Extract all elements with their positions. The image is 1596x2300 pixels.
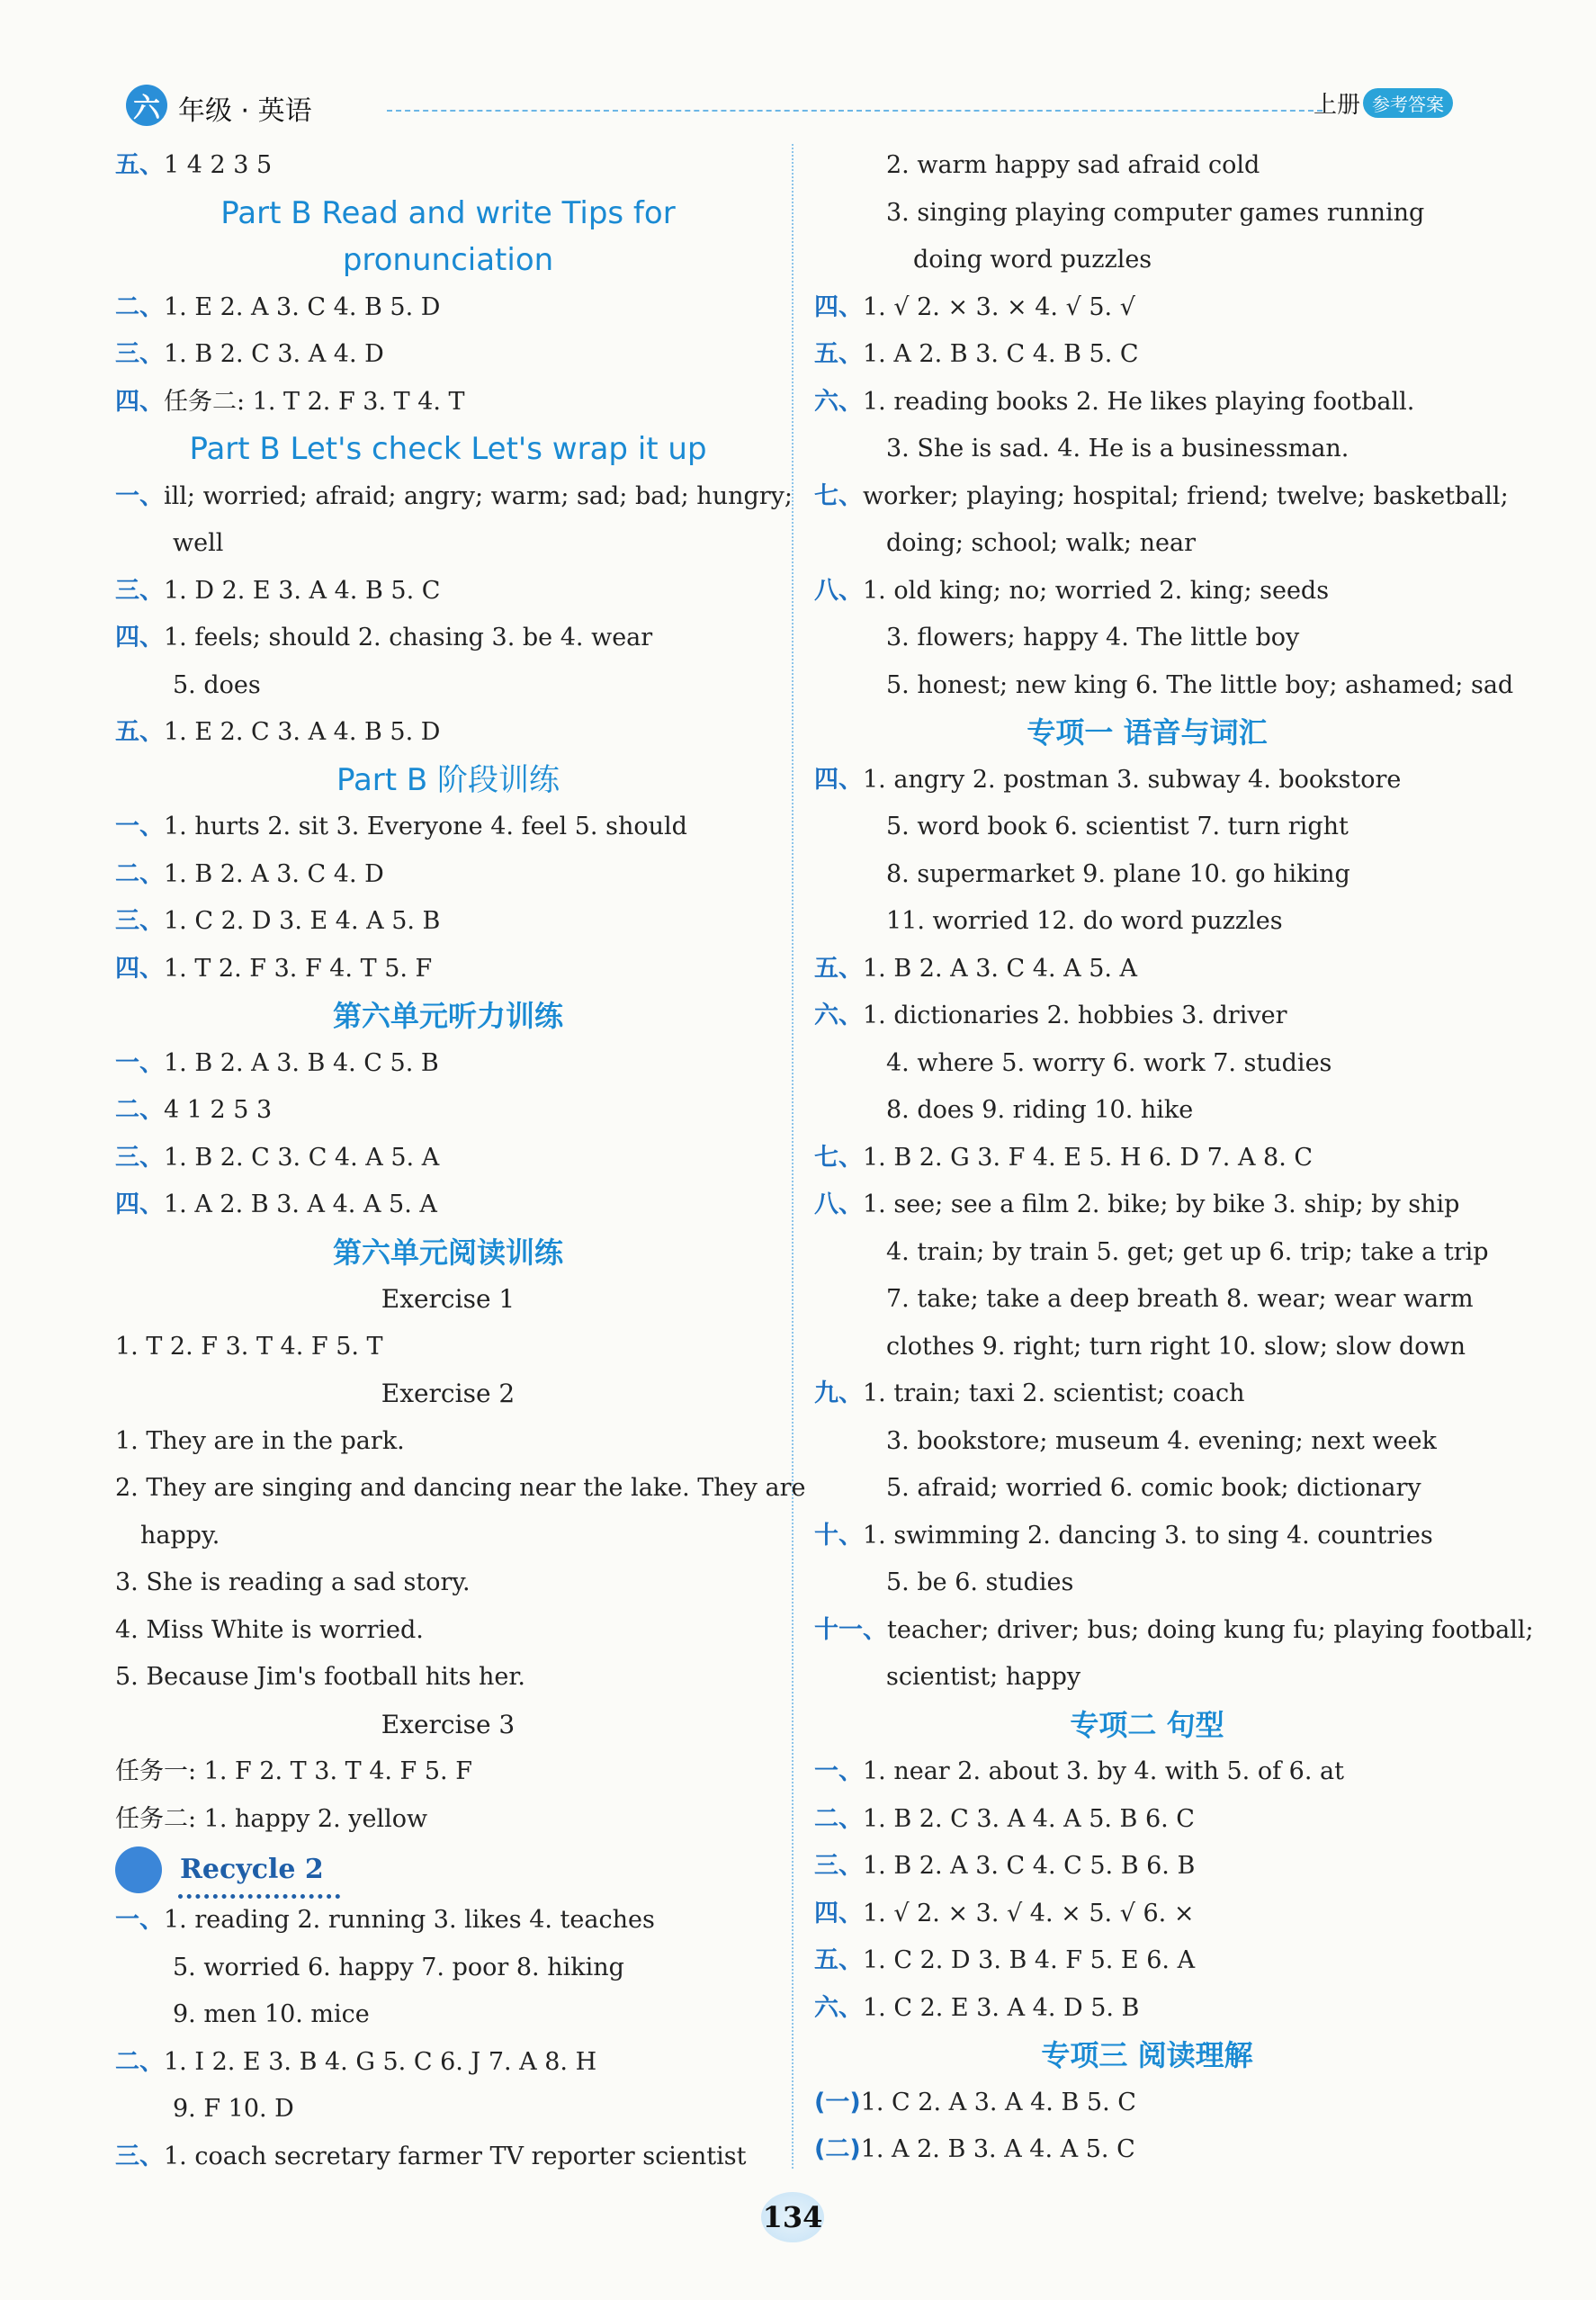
answer-line: 一、1. near 2. about 3. by 4. with 5. of 6. at xyxy=(814,1757,1344,1785)
answer-line: 5. honest; new king 6. The little boy; ashamed; sad xyxy=(886,670,1514,699)
answer-line: 四、1. T 2. F 3. F 4. T 5. F xyxy=(115,954,433,983)
answer-line: 五、1. C 2. D 3. B 4. F 5. E 6. A xyxy=(814,1946,1196,1974)
answer-line: 三、1. B 2. C 3. A 4. D xyxy=(115,340,384,368)
answer-line: 2. They are singing and dancing near the lake. They are xyxy=(115,1474,806,1502)
answer-line: 四、1. angry 2. postman 3. subway 4. bookstore xyxy=(814,765,1402,794)
answer-line: doing word puzzles xyxy=(913,246,1152,274)
answer-line: 三、1. C 2. D 3. E 4. A 5. B xyxy=(115,907,441,935)
answer-line: 任务一: 1. F 2. T 3. T 4. F 5. F xyxy=(115,1757,472,1785)
answer-line: 4. Miss White is worried. xyxy=(115,1615,424,1644)
answer-line: 5. does xyxy=(173,670,261,699)
section-title: pronunciation xyxy=(342,242,554,278)
answer-line: happy. xyxy=(140,1521,220,1550)
answer-line: (一)1. C 2. A 3. A 4. B 5. C xyxy=(814,2088,1136,2116)
answer-line: 八、1. see; see a film 2. bike; by bike 3. ship; by ship xyxy=(814,1190,1460,1218)
right-column xyxy=(814,142,1534,2174)
answer-line: 五、1. B 2. A 3. C 4. A 5. A xyxy=(814,954,1138,983)
answer-line: 五、1. A 2. B 3. C 4. B 5. C xyxy=(814,340,1139,368)
answer-line: 三、1. B 2. C 3. C 4. A 5. A xyxy=(115,1143,440,1172)
answer-line: 3. flowers; happy 4. The little boy xyxy=(886,624,1300,651)
header-rule xyxy=(387,110,1323,112)
answer-line: 六、1. C 2. E 3. A 4. D 5. B xyxy=(814,1993,1140,2022)
answer-line: 八、1. old king; no; worried 2. king; seeds xyxy=(814,576,1330,605)
answer-line: 四、1. feels; should 2. chasing 3. be 4. wear xyxy=(115,624,653,651)
answer-line: doing; school; walk; near xyxy=(886,529,1196,557)
section-title: Part B 阶段训练 xyxy=(336,761,560,798)
section-title: 专项一 语音与词汇 xyxy=(1027,715,1268,750)
answer-line: 3. singing playing computer games running xyxy=(886,198,1425,227)
exercise-title: Exercise 3 xyxy=(381,1709,516,1739)
page-number: 134 xyxy=(761,2192,824,2242)
section-title: Part B Read and write Tips for xyxy=(220,194,676,231)
answer-line: 一、1. reading 2. running 3. likes 4. teaches xyxy=(115,1906,655,1934)
answer-line: 九、1. train; taxi 2. scientist; coach xyxy=(814,1379,1245,1407)
answer-line: 三、1. B 2. A 3. C 4. C 5. B 6. B xyxy=(814,1852,1196,1880)
answer-line: 3. She is reading a sad story. xyxy=(115,1568,471,1596)
answer-line: 二、1. B 2. C 3. A 4. A 5. B 6. C xyxy=(814,1804,1195,1833)
section-title: 第六单元阅读训练 xyxy=(332,1235,563,1270)
grade-badge: 六 xyxy=(126,85,167,126)
answer-line: 5. afraid; worried 6. comic book; dictionary xyxy=(886,1474,1421,1502)
answer-line: 七、worker; playing; hospital; friend; twelve; basketball; xyxy=(814,481,1509,510)
answer-line: 一、1. hurts 2. sit 3. Everyone 4. feel 5. should xyxy=(115,813,687,840)
answer-line: 四、1. A 2. B 3. A 4. A 5. A xyxy=(115,1190,437,1218)
answer-line: 5. Because Jim's football hits her. xyxy=(115,1663,525,1691)
column-divider xyxy=(792,144,794,2169)
answer-line: 8. does 9. riding 10. hike xyxy=(886,1096,1194,1124)
answer-line: 8. supermarket 9. plane 10. go hiking xyxy=(886,859,1350,888)
answer-key-tag: 参考答案 xyxy=(1363,88,1453,118)
answer-line: 任务二: 1. happy 2. yellow xyxy=(115,1804,428,1833)
answer-line: 7. take; take a deep breath 8. wear; wear warm xyxy=(886,1285,1474,1313)
section-title: 专项三 阅读理解 xyxy=(1041,2038,1253,2072)
answer-line: 三、1. D 2. E 3. A 4. B 5. C xyxy=(115,576,441,605)
answer-line: well xyxy=(173,529,224,557)
recycle-heading: Recycle 2 xyxy=(115,1843,781,1897)
answer-line: 11. worried 12. do word puzzles xyxy=(886,907,1283,935)
answer-line: 5. be 6. studies xyxy=(886,1568,1074,1596)
circle-icon xyxy=(115,1846,162,1893)
answer-line: 三、1. coach secretary farmer TV reporter scientist xyxy=(115,2142,747,2170)
page-header xyxy=(117,79,1484,133)
answer-line: 二、1. B 2. A 3. C 4. D xyxy=(115,859,384,888)
left-column xyxy=(115,142,806,2180)
answer-line: 9. men 10. mice xyxy=(173,2000,370,2028)
answer-line: 四、1. √ 2. × 3. √ 4. × 5. √ 6. × xyxy=(814,1899,1195,1927)
answer-line: 五、1. E 2. C 3. A 4. B 5. D xyxy=(115,718,441,746)
answer-line: 十一、teacher; driver; bus; doing kung fu; playing football; xyxy=(814,1615,1534,1644)
exercise-title: Exercise 2 xyxy=(381,1379,516,1408)
answer-line: 二、1. E 2. A 3. C 4. B 5. D xyxy=(115,292,441,321)
answer-line: 七、1. B 2. G 3. F 4. E 5. H 6. D 7. A 8. C xyxy=(814,1143,1314,1172)
answer-line: 六、1. dictionaries 2. hobbies 3. driver xyxy=(814,1002,1287,1029)
answer-line: 9. F 10. D xyxy=(173,2095,294,2123)
answer-line: 3. bookstore; museum 4. evening; next week xyxy=(886,1426,1437,1455)
volume-label: 上册 xyxy=(1314,92,1361,119)
answer-line: 四、任务二: 1. T 2. F 3. T 4. T xyxy=(115,387,465,416)
answer-line: 六、1. reading books 2. He likes playing football. xyxy=(814,387,1415,416)
answer-line: 五、1 4 2 3 5 xyxy=(115,151,273,179)
answer-line: 一、ill; worried; afraid; angry; warm; sad; bad; hungry; xyxy=(115,481,794,510)
section-title: 专项二 句型 xyxy=(1070,1707,1224,1742)
answer-line: 5. worried 6. happy 7. poor 8. hiking xyxy=(173,1953,624,1981)
section-title: 第六单元听力训练 xyxy=(332,999,563,1033)
answer-line: 2. warm happy sad afraid cold xyxy=(886,151,1260,179)
answer-line: scientist; happy xyxy=(886,1663,1081,1691)
answer-line: (二)1. A 2. B 3. A 4. A 5. C xyxy=(814,2135,1135,2163)
answer-line: clothes 9. right; turn right 10. slow; slow down xyxy=(886,1332,1466,1361)
answer-line: 四、1. √ 2. × 3. × 4. √ 5. √ xyxy=(814,292,1135,321)
answer-line: 1. T 2. F 3. T 4. F 5. T xyxy=(115,1332,383,1361)
section-title: Part B Let's check Let's wrap it up xyxy=(189,431,707,467)
answer-line: 4. where 5. worry 6. work 7. studies xyxy=(886,1048,1332,1077)
answer-line: 3. She is sad. 4. He is a businessman. xyxy=(886,435,1349,463)
answer-line: 一、1. B 2. A 3. B 4. C 5. B xyxy=(115,1048,439,1077)
answer-line: 1. They are in the park. xyxy=(115,1426,405,1455)
answer-line: 二、1. I 2. E 3. B 4. G 5. C 6. J 7. A 8. H xyxy=(115,2047,597,2076)
answer-line: 5. word book 6. scientist 7. turn right xyxy=(886,813,1349,840)
answer-line: 二、4 1 2 5 3 xyxy=(115,1096,273,1124)
answer-line: 十、1. swimming 2. dancing 3. to sing 4. countries xyxy=(814,1521,1433,1550)
subject-title: 年级 · 英语 xyxy=(178,95,312,127)
answer-line: 4. train; by train 5. get; get up 6. trip; take a trip xyxy=(886,1237,1489,1266)
exercise-title: Exercise 1 xyxy=(381,1284,516,1314)
